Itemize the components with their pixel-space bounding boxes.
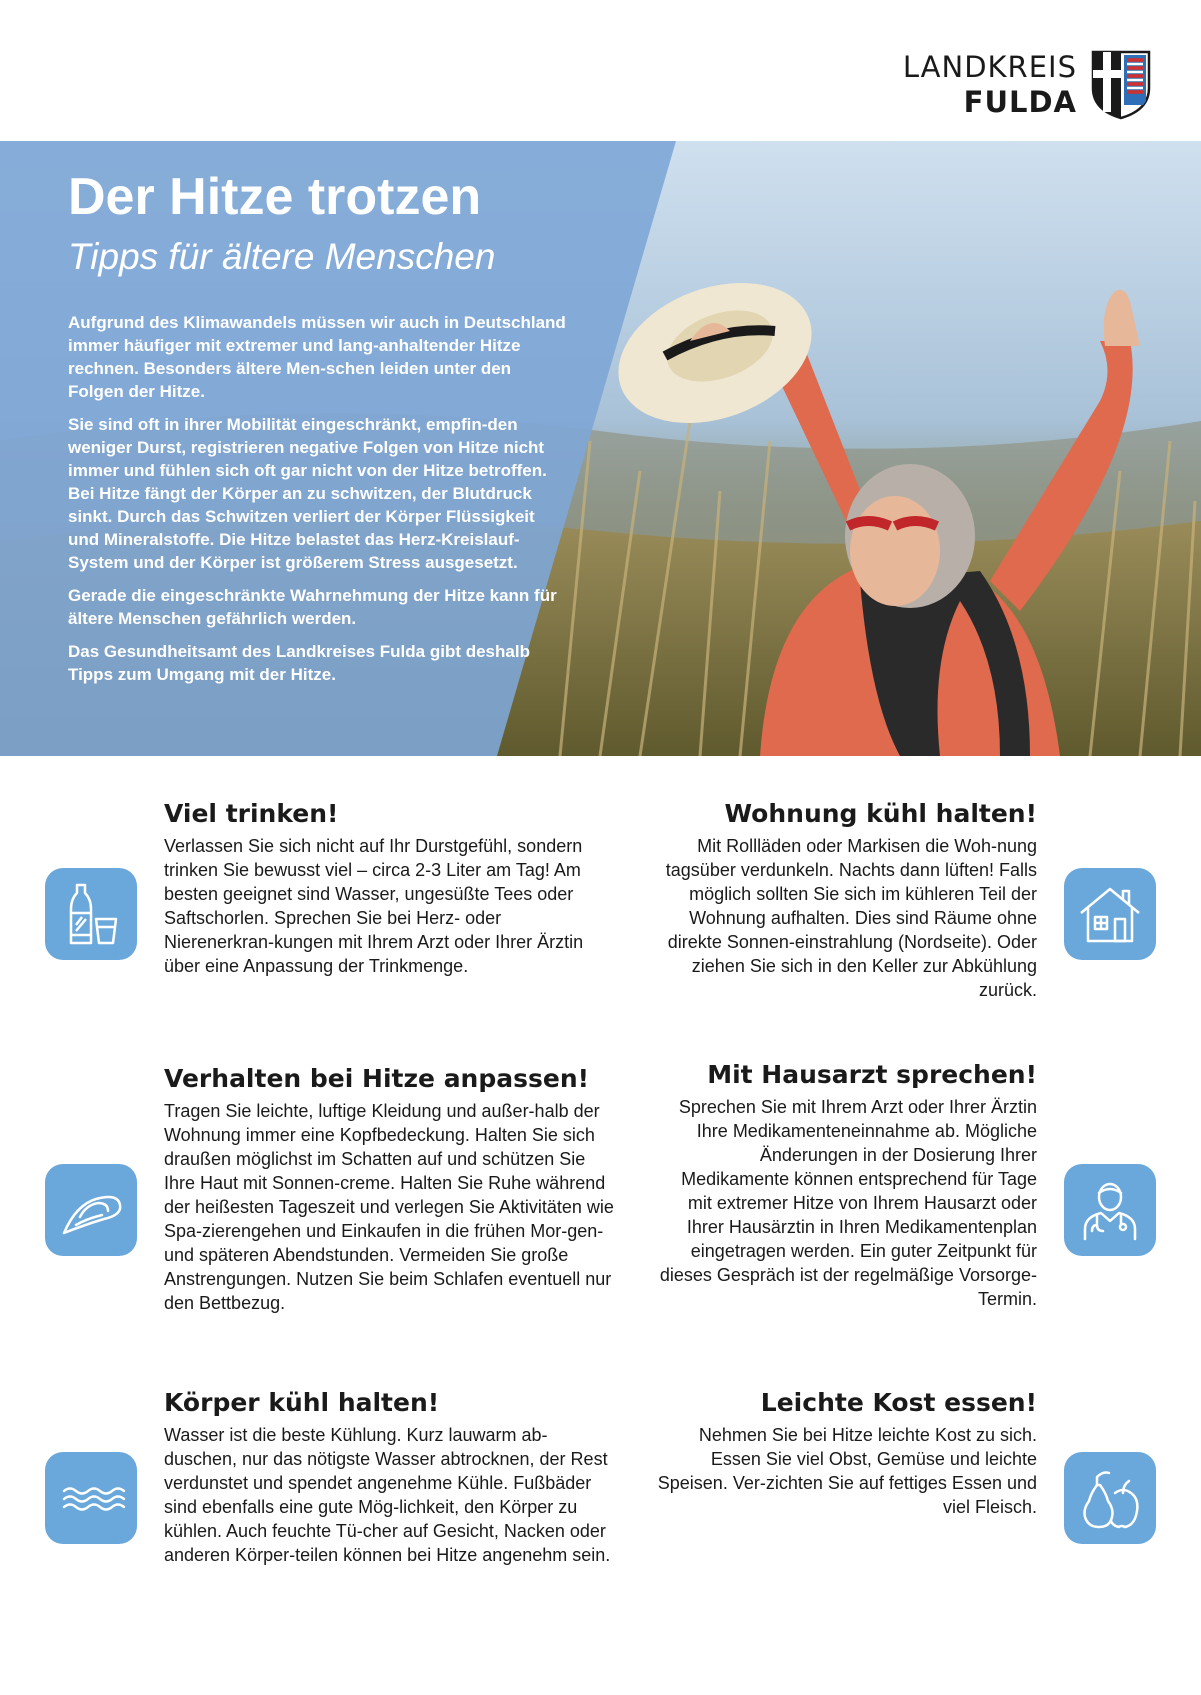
page-subtitle: Tipps für ältere Menschen [68, 236, 496, 278]
coat-of-arms-icon [1091, 50, 1151, 120]
doctor-icon [1064, 1164, 1156, 1256]
tip-food [657, 1388, 1037, 1519]
tip-title: Wohnung kühl halten! [724, 799, 1037, 828]
tip-text: Sprechen Sie mit Ihrem Arzt oder Ihrer Ärztin Ihre Medikamenteneinnahme ab. Mögliche Änderungen in der Dosierung Ihrer Medikamente können entsprechend für Tage mit extremer Hitze von Ihrem Hausarzt oder Ihrer Hausärztin in Ihren Medikamentenplan eingetragen werden. Ein guter Zeitpunkt für dieses Gespräch ist der regelmäßige Vorsorge-Termin. [659, 1097, 1037, 1309]
tip-body [164, 1388, 614, 1567]
intro-paragraph: Gerade die eingeschränkte Wahrnehmung der Hitze kann für ältere Menschen gefährlich werden. [68, 586, 557, 629]
tip-drink [164, 799, 614, 978]
tip-title: Verhalten bei Hitze anpassen! [164, 1064, 590, 1093]
tip-doctor [657, 1060, 1037, 1311]
tip-text: Verlassen Sie sich nicht auf Ihr Durstgefühl, sondern trinken Sie bewusst viel – circa 2-3 Liter am Tag! Am besten geeignet sind Wasser, ungesüßte Tees oder Saftschorlen. Sprechen Sie bei Herz- oder Nierenerkran-kungen mit Ihrem Arzt oder Ihrer Ärztin über eine Anpassung der Trinkmenge. [164, 836, 584, 976]
tip-home [657, 799, 1037, 1002]
tip-title: Mit Hausarzt sprechen! [707, 1060, 1037, 1089]
tip-title: Körper kühl halten! [164, 1388, 440, 1417]
intro-paragraph: Das Gesundheitsamt des Landkreises Fulda gibt deshalb Tipps zum Umgang mit der Hitze. [68, 642, 530, 685]
tip-title: Viel trinken! [164, 799, 339, 828]
hero-banner [0, 141, 1201, 756]
tip-text: Nehmen Sie bei Hitze leichte Kost zu sich. Essen Sie viel Obst, Gemüse und leichte Speisen. Ver-zichten Sie auf fettiges Essen und viel Fleisch. [657, 1425, 1037, 1517]
intro-paragraph: Sie sind oft in ihrer Mobilität eingeschränkt, empfin-den weniger Durst, registrieren negative Folgen von Hitze nicht immer und fühlen sich oft gar nicht von der Hitze betroffen. Bei Hitze fängt der Körper an zu schwitzen, der Blutdruck sinkt. Durch das Schwitzen verliert der Körper Flüssigkeit und Mineralstoffe. Die Hitze belastet das Herz-Kreislauf-System und der Körper ist größerem Stress ausgesetzt. [68, 415, 547, 573]
fruit-icon [1064, 1452, 1156, 1544]
hero-text [68, 169, 568, 696]
tip-text: Mit Rollläden oder Markisen die Woh-nung tagsüber verdunkeln. Nachts dann lüften! Falls möglich sollten Sie sich im kühleren Teil der Wohnung aufhalten. Dies sind Räume ohne direkte Sonnen-einstrahlung (Nordseite). Oder ziehen Sie sich in den Keller zur Abkühlung zurück. [665, 836, 1037, 1000]
page-title: Der Hitze trotzen [68, 168, 482, 226]
logo-text [902, 50, 1077, 119]
house-icon [1064, 868, 1156, 960]
logo-line-fulda: FULDA [963, 85, 1077, 119]
tip-behavior [164, 1064, 614, 1315]
landkreis-logo [903, 50, 1151, 120]
tip-title: Leichte Kost essen! [760, 1388, 1037, 1417]
tip-text: Tragen Sie leichte, luftige Kleidung und außer-halb der Wohnung immer eine Kopfbedeckung. Halten Sie sich draußen möglichst im Schatten auf und schützen Sie Ihre Haut mit Sonnen-creme. Halten Sie Ruhe während der heißesten Tageszeit und verlegen Sie Aktivitäten wie Spa-zierengehen und Einkaufen in die frühen Mor-gen- und späteren Abendstunden. Vermeiden Sie große Anstrengungen. Nutzen Sie beim Schlafen eventuell nur den Bettbezug. [164, 1101, 614, 1313]
logo-line-landkreis: LANDKREIS [902, 50, 1077, 84]
tip-text: Wasser ist die beste Kühlung. Kurz lauwarm ab-duschen, nur das nötigste Wasser abtrocknen, der Rest verdunstet und spendet angenehme Kühle. Fußbäder sind ebenfalls eine gute Mög-lichkeit, den Körper zu kühlen. Auch feuchte Tü-cher auf Gesicht, Nacken oder anderen Körper-teilen können bei Hitze angenehm sein. [164, 1425, 611, 1565]
bottle-glass-icon [45, 868, 137, 960]
intro-paragraph: Aufgrund des Klimawandels müssen wir auch in Deutschland immer häufiger mit extremer und lang-anhaltender Hitze rechnen. Besonders ältere Men-schen leiden unter den Folgen der Hitze. [68, 313, 566, 402]
intro-text [68, 311, 568, 686]
sun-hat-icon [45, 1164, 137, 1256]
water-waves-icon [45, 1452, 137, 1544]
